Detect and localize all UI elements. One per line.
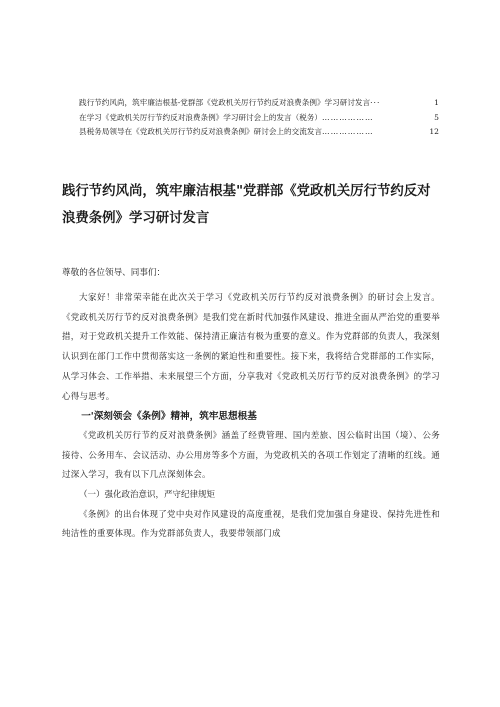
document-body xyxy=(62,289,440,545)
toc-page-number: 5 xyxy=(434,112,439,122)
toc-page-number: 12 xyxy=(429,127,439,136)
subsection-heading: （一）强化政治意识，严守纪律规矩 xyxy=(79,490,216,501)
toc-entry[interactable] xyxy=(79,111,439,126)
toc-entry[interactable] xyxy=(79,125,439,140)
salutation: 尊敬的各位领导、同事们： xyxy=(62,268,166,278)
toc-leader-dots: ……………… xyxy=(322,112,374,122)
toc-leader-dots: ……………… xyxy=(322,127,374,136)
document-title: 践行节约风尚，筑牢廉洁根基"党群部《党政机关厉行节约反对浪费条例》学习研讨发言 xyxy=(62,184,431,226)
toc-page-number: 1 xyxy=(434,98,439,107)
body-paragraph: 《条例》的出台体现了党中央对作风建设的高度重视，是我们党加强自身建设、保持先进性和纯洁性的重要体现。作为党群部负责人，我要带领部门成 xyxy=(62,509,440,540)
body-paragraph: 大家好！非常荣幸能在此次关于学习《党政机关厉行节约反对浪费条例》的研讨会上发言。《党政机关厉行节约反对浪费条例》是我们党在新时代加强作风建设、推进全面从严治党的重要举措，对于党政机关提升工作效能、保持清正廉洁有极为重要的意义。作为党群部的负责人，我深刻认识到在部门工作中贯彻落实这一条例的紧迫性和重要性。接下来，我将结合党群部的工作实际，从学习体会、工作举措、未来展望三个方面，分享我对《党政机关厉行节约反对浪费条例》的学习心得与思考。 xyxy=(62,293,440,402)
section-heading: 一'深刻领会《条例》精神，筑牢思想根基 xyxy=(81,411,257,423)
toc-entry-title: 县税务局领导在《党政机关厉行节约反对浪费条例》研讨会上的交流发言 xyxy=(79,127,322,136)
table-of-contents xyxy=(79,96,439,140)
toc-entry-title: 在学习《党政机关厉行节约反对浪费条例》学习研讨会上的发言（税务） xyxy=(79,112,322,122)
toc-leader-dots: ··· xyxy=(370,98,381,107)
toc-entry-title: 践行节约风尚，筑牢廉洁根基-党群部《党政机关厉行节约反对浪费条例》学习研讨发言 xyxy=(79,98,371,107)
body-paragraph: 《党政机关厉行节约反对浪费条例》涵盖了经费管理、国内差旅、因公临时出国（境）、公务接待、公务用车、会议活动、办公用房等多个方面，为党政机关的各项工作划定了清晰的红线。通过深入学习，我有以下几点深刻体会。 xyxy=(62,430,440,481)
toc-entry[interactable] xyxy=(79,96,439,111)
